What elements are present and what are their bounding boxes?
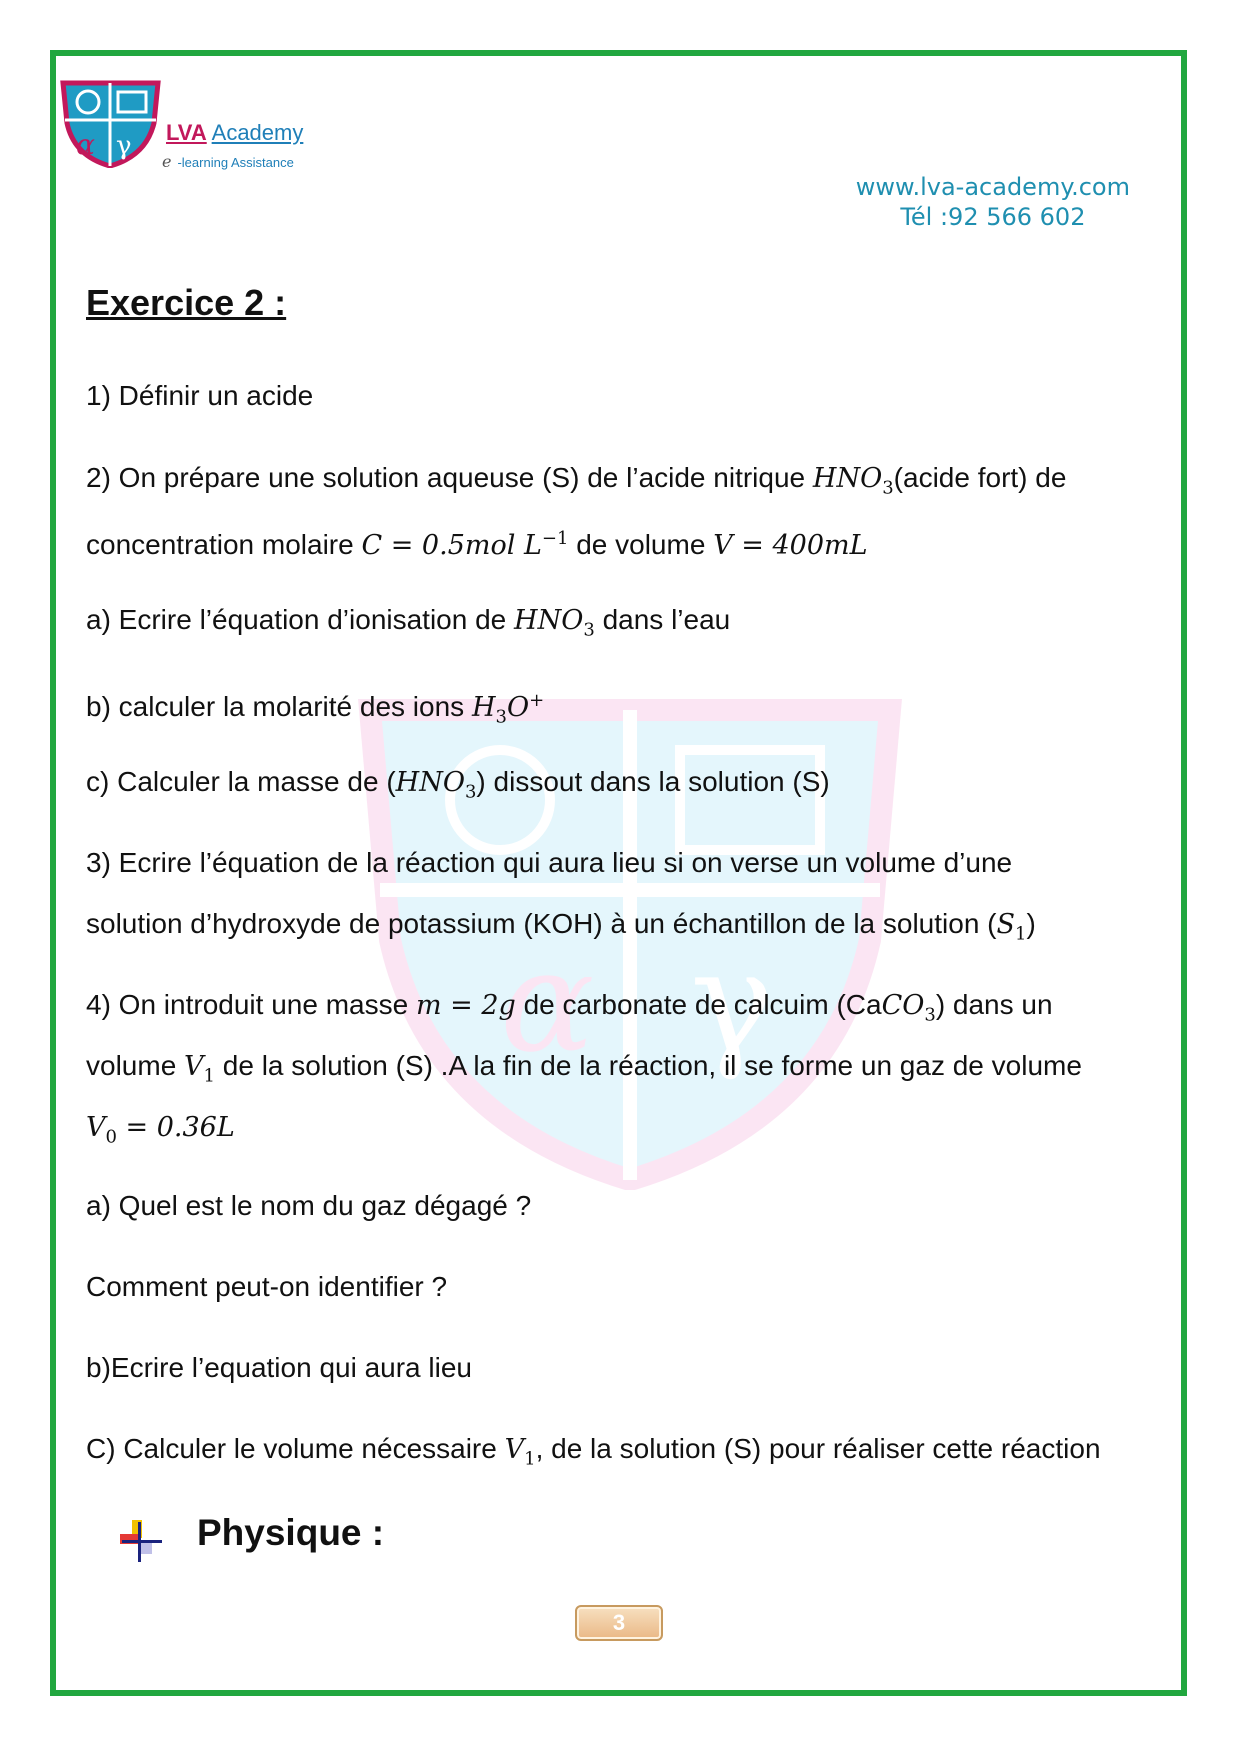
svg-text:α: α	[76, 128, 95, 161]
svg-text:γ: γ	[690, 921, 774, 1084]
question-2-line-2: concentration molaire C = 0.5mol $L^{-1}$ de volume V = 400mL	[86, 528, 868, 561]
svg-text:α: α	[500, 921, 595, 1084]
svg-text:γ: γ	[116, 131, 132, 161]
phone-number: Tél :92 566 602	[900, 203, 1086, 231]
question-4c: C) Calculer le volume nécessaire $V_1$, de la solution (S) pour réaliser cette réaction	[86, 1433, 1101, 1470]
contact-info	[856, 172, 1130, 232]
question-2-line-1: 2) On prépare une solution aqueuse (S) de l’acide nitrique $HNO_3(acide$ fort) de	[86, 462, 1067, 499]
question-2c: c) Calculer la masse de $(HNO_3)$ dissout dans la solution (S)	[86, 766, 830, 803]
page-number: 3	[575, 1605, 663, 1641]
question-1: 1) Définir un acide	[86, 380, 314, 411]
bullet-cross-icon	[120, 1520, 164, 1564]
question-4-line-3: $V_0 = 0.36L$	[86, 1112, 235, 1148]
question-3-line-1: 3) Ecrire l’équation de la réaction qui aura lieu si on verse un volume d’une	[86, 847, 1013, 878]
lva-logo-icon	[58, 78, 163, 168]
question-4a-followup: Comment peut-on identifier ?	[86, 1271, 448, 1302]
website-link[interactable]: www.lva-academy.com	[855, 173, 1130, 201]
question-2b: b) calculer la molarité des ions $H_3O^+$	[86, 690, 545, 728]
question-4-line-2: volume $V_1$ de la solution (S) .A la fin de la réaction, il se forme un gaz de volume	[86, 1050, 1082, 1087]
brand-tagline: e -learning Assistance	[162, 152, 294, 171]
brand-name: LVA Academy	[166, 120, 304, 145]
question-4-line-1: 4) On introduit une masse m = 2g de carbonate de calcuim (CaCO$_3$) dans un	[86, 989, 1053, 1026]
section-heading-physique: Physique :	[197, 1512, 385, 1553]
exercise-title: Exercice 2 :	[86, 282, 287, 323]
question-4b: b)Ecrire l’equation qui aura lieu	[86, 1352, 472, 1383]
question-3-line-2: solution d’hydroxyde de potassium (KOH) à un échantillon de la solution $(S_1)$	[86, 908, 1036, 945]
question-4a: a) Quel est le nom du gaz dégagé ?	[86, 1190, 532, 1221]
question-2a: a) Ecrire l’équation d’ionisation de $HNO_3$ dans l’eau	[86, 604, 731, 641]
